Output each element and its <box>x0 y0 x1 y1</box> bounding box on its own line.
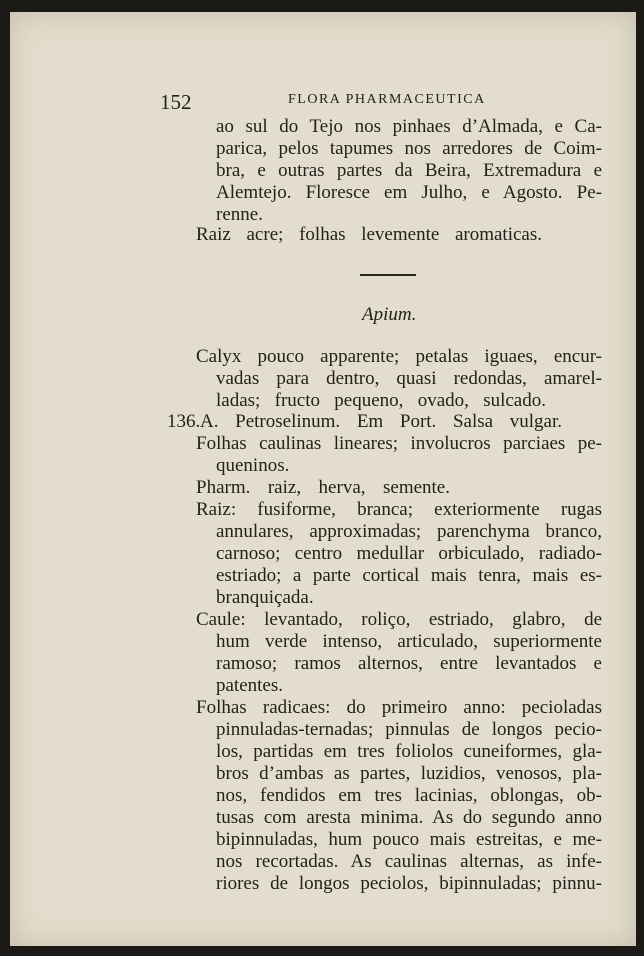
text-line: pinnuladas-ternadas; pinnulas de longos pecio- <box>216 719 602 740</box>
text-line: tusas com aresta minima. As do segundo anno <box>216 807 602 828</box>
text-line: los, partidas em tres foliolos cuneiformes, gla- <box>216 741 602 762</box>
text-line: Folhas caulinas lineares; involucros parciaes pe- <box>196 433 602 454</box>
text-line: hum verde intenso, articulado, superiormente <box>216 631 602 652</box>
text-line: Caule: levantado, roliço, estriado, glabro, de <box>196 609 602 630</box>
text-line: bra, e outras partes da Beira, Extremadura e <box>216 160 602 181</box>
page-number: 152 <box>160 90 192 114</box>
text-line: annulares, approximadas; parenchyma branco, <box>216 521 602 542</box>
text-line: riores de longos peciolos, bipinnuladas; pinnu- <box>216 873 602 894</box>
running-title: FLORA PHARMACEUTICA <box>288 92 486 107</box>
text-line: Folhas radicaes: do primeiro anno: pecioladas <box>196 697 602 718</box>
text-line: nos recortadas. As caulinas alternas, as infe- <box>216 851 602 872</box>
text-line: carnoso; centro medullar orbiculado, radiado- <box>216 543 602 564</box>
text-line: Raiz acre; folhas levemente aromaticas. <box>196 224 542 245</box>
genus-heading: Apium. <box>362 304 417 325</box>
species-heading: A. Petroselinum. Em Port. Salsa vulgar. <box>200 411 562 432</box>
text-line: ao sul do Tejo nos pinhaes d’Almada, e Ca- <box>216 116 602 137</box>
text-line: ramoso; ramos alternos, entre levantados e <box>216 653 602 674</box>
text-line: bipinnuladas, hum pouco mais estreitas, e me- <box>216 829 602 850</box>
text-line: renne. <box>216 204 263 225</box>
text-line: nos, fendidos em tres lacinias, oblongas, ob- <box>216 785 602 806</box>
text-line: Pharm. raiz, herva, semente. <box>196 477 450 498</box>
book-page <box>10 12 636 946</box>
section-divider <box>360 274 416 276</box>
text-line: Alemtejo. Floresce em Julho, e Agosto. Pe- <box>216 182 602 203</box>
text-line: patentes. <box>216 675 284 696</box>
text-line: estriado; a parte cortical mais tenra, mais es- <box>216 565 602 586</box>
section-number: 136. <box>167 411 201 432</box>
text-line: Raiz: fusiforme, branca; exteriormente rugas <box>196 499 602 520</box>
text-line: parica, pelos tapumes nos arredores de Coim- <box>216 138 602 159</box>
text-line: queninos. <box>216 455 290 476</box>
text-line: bros d’ambas as partes, luzidios, venosos, pla- <box>216 763 602 784</box>
text-line: Calyx pouco apparente; petalas iguaes, encur- <box>196 346 602 367</box>
text-line: branquiçada. <box>216 587 314 608</box>
text-line: ladas; fructo pequeno, ovado, sulcado. <box>216 390 546 411</box>
text-line: vadas para dentro, quasi redondas, amarel- <box>216 368 602 389</box>
